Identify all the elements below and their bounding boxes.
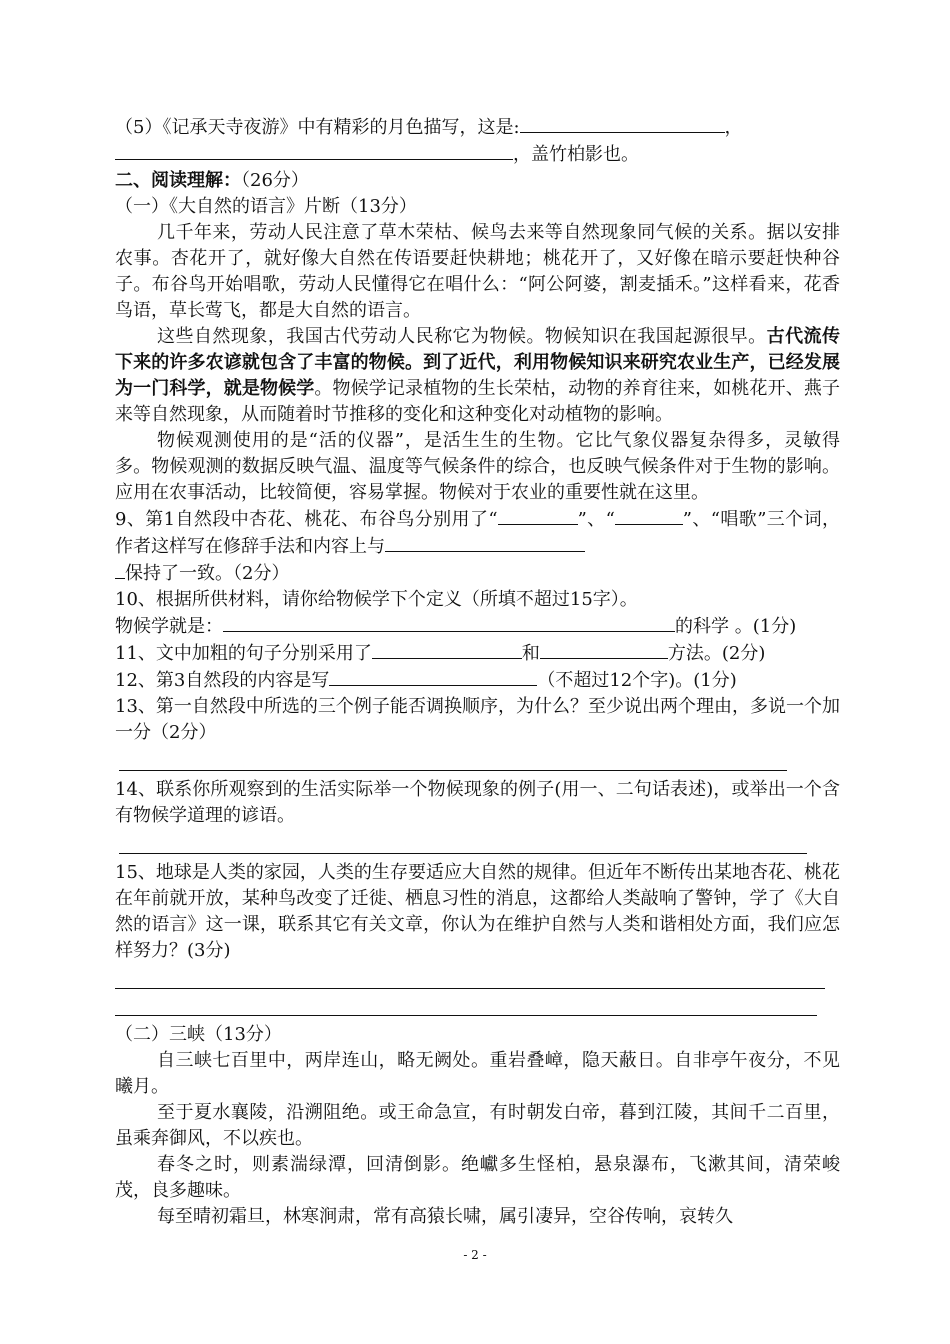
passage-title: （二）三峡（13分） [115,1024,282,1045]
answer-blank[interactable] [372,640,522,659]
answer-blank[interactable] [540,640,668,659]
answer-blank[interactable] [329,667,537,686]
answer-blank[interactable] [223,613,675,632]
question-9: 9、第1自然段中杏花、桃花、布谷鸟分别用了“ ”、“ ”、“唱歌”三个词，作者这样写在修辞手法和内容上与 保持了一致。（2分） [115,506,840,587]
passage-title: （一）《大自然的语言》片断（13分） [115,196,417,217]
answer-line[interactable] [115,995,817,1016]
answer-blank[interactable] [115,141,513,160]
answer-blank[interactable] [498,506,578,525]
question-12: 12、第3自然段的内容是写 （不超过12个字)。(1分) [115,667,840,694]
bold-sentence: 古代流传下来的许多农谚就包含了丰富的物候。到了近代，利用物候知识来研究农业生产，已经发展为一门科学，就是物候学 [115,326,841,399]
paragraph: 至于夏水襄陵，沿溯阻绝。或王命急宣，有时朝发白帝，暮到江陵，其间千二百里，虽乘奔御风，不以疾也。 [115,1102,840,1149]
paragraph: 几千年来，劳动人民注意了草木荣枯、候鸟去来等自然现象同气候的关系。据以安排农事。杏花开了，就好像大自然在传语要赶快耕地；桃花开了，又好像在暗示要赶快种谷子。布谷鸟开始唱歌，劳动人民懂得它在唱什么：“阿公阿婆，割麦插禾。”这样看来，花香鸟语，草长莺飞，都是大自然的语言。 [115,222,840,321]
paragraph: 春冬之时，则素湍绿潭，回清倒影。绝巘多生怪柏，悬泉瀑布，飞漱其间，清荣峻茂，良多趣味。 [115,1154,840,1201]
question-13: 13、第一自然段中所选的三个例子能否调换顺序，为什么？至少说出两个理由，多说一个加一分（2分） [115,696,840,743]
answer-line[interactable] [119,750,787,771]
section-heading: 二、阅读理解：（26分） [115,170,309,191]
answer-blank[interactable] [520,114,725,133]
paragraph: 自三峡七百里中，两岸连山，略无阙处。重岩叠嶂，隐天蔽日。自非亭午夜分，不见曦月。 [115,1050,840,1097]
question-14: 14、联系你所观察到的生活实际举一个物候现象的例子(用一、二句话表述)，或举出一个含有物候学道理的谚语。 [115,779,840,826]
document-page [115,114,840,1230]
answer-blank[interactable] [615,506,683,525]
question-15: 15、地球是人类的家园，人类的生存要适应大自然的规律。但近年不断传出某地杏花、桃花在年前就开放，某种鸟改变了迁徙、栖息习性的消息，这都给人类敲响了警钟，学了《大自然的语言》这一课，联系其它有关文章，你认为在维护自然与人类和谐相处方面，我们应怎样努力？(3分) [115,862,840,961]
question-5: （5）《记承天寺夜游》中有精彩的月色描写，这是: ， ，盖竹柏影也。 [115,114,840,168]
page-number: - 2 - [463,1248,487,1262]
paragraph: 每至晴初霜旦，林寒涧肃，常有高猿长啸，属引凄异，空谷传响，哀转久 [157,1206,733,1227]
answer-blank[interactable] [115,560,125,579]
answer-line[interactable] [115,968,825,989]
answer-blank[interactable] [385,533,585,552]
answer-line[interactable] [119,833,807,854]
question-10: 10、根据所供材料，请你给物候学下个定义（所填不超过15字）。 物候学就是： 的科学 。(1分) [115,589,797,637]
paragraph: 物候观测使用的是“活的仪器”，是活生生的生物。它比气象仪器复杂得多，灵敏得多。物候观测的数据反映气温、温度等气候条件的综合，也反映气候条件对于生物的影响。应用在农事活动，比较简便，容易掌握。物候对于农业的重要性就在这里。 [115,430,840,503]
question-11: 11、文中加粗的句子分别采用了 和 方法。(2分) [115,640,840,667]
paragraph: 这些自然现象，我国古代劳动人民称它为物候。物候知识在我国起源很早。古代流传下来的许多农谚就包含了丰富的物候。到了近代，利用物候知识来研究农业生产，已经发展为一门科学，就是物候学。物候学记录植物的生长荣枯，动物的养育往来，如桃花开、燕子来等自然现象，从而随着时节推移的变化和这种变化对动植物的影响。 [115,326,841,425]
